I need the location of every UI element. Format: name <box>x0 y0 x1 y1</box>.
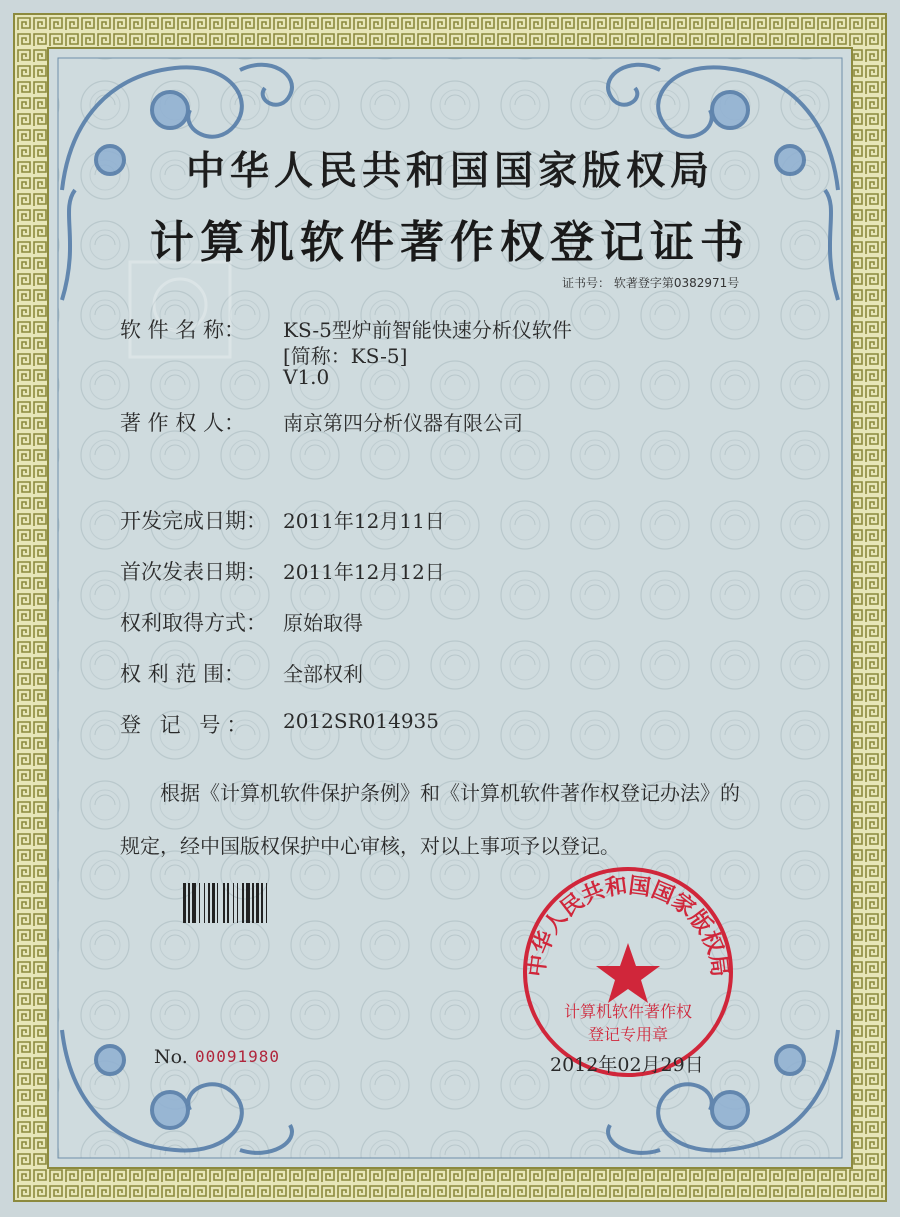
field-label-rights-scope: 权 利 范 围： <box>120 662 246 686</box>
seal-ring-text: 中华人民共和国国家版权局 <box>524 873 732 979</box>
field-value-rights-scope: 全部权利 <box>283 662 363 686</box>
issuer-title: 中华人民共和国国家版权局 <box>185 148 714 194</box>
field-label-software-name: 软 件 名 称： <box>120 318 246 342</box>
serial-label: No. <box>154 1046 188 1068</box>
statement-line-2: 规定，经中国版权保护中心审核，对以上事项予以登记。 <box>120 834 620 858</box>
field-label-acquisition-method: 权利取得方式： <box>120 611 267 635</box>
field-value-completion-date: 2011年12月11日 <box>283 509 445 533</box>
certificate-title: 计算机软件著作权登记证书 <box>150 217 750 268</box>
field-label-copyright-owner: 著 作 权 人： <box>120 411 246 435</box>
field-label-publish-date: 首次发表日期： <box>120 560 267 584</box>
field-label-registration-number: 登 记 号： <box>120 713 254 737</box>
field-label-completion-date: 开发完成日期： <box>120 509 267 533</box>
field-value-software-short-name: [简称：KS-5] <box>283 344 408 368</box>
field-value-software-version: V1.0 <box>283 365 330 389</box>
field-value-acquisition-method: 原始取得 <box>283 611 363 635</box>
field-value-software-name: KS-5型炉前智能快速分析仪软件 <box>283 318 572 342</box>
field-value-publish-date: 2011年12月12日 <box>283 560 445 584</box>
field-value-copyright-owner: 南京第四分析仪器有限公司 <box>283 411 523 435</box>
seal-line-1: 计算机软件著作权 <box>563 1002 693 1021</box>
issue-date: 2012年02月29日 <box>550 1054 704 1076</box>
seal-line-2: 登记专用章 <box>587 1025 669 1044</box>
field-value-registration-number: 2012SR014935 <box>283 709 440 733</box>
serial-number: 00091980 <box>195 1047 281 1066</box>
certificate-number: 证书号： 软著登字第0382971号 <box>562 276 740 290</box>
statement-line-1: 根据《计算机软件保护条例》和《计算机软件著作权登记办法》的 <box>160 781 740 805</box>
